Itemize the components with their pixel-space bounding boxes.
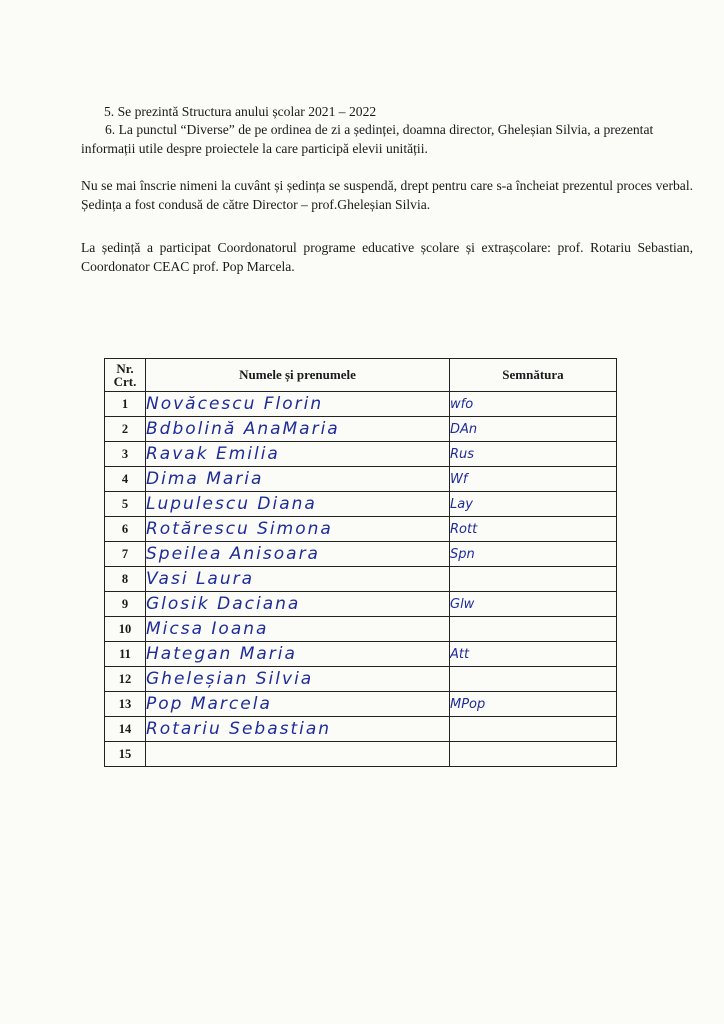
table-row: [105, 417, 617, 442]
row-signature: MPop: [450, 692, 617, 717]
row-number: 4: [105, 467, 146, 492]
agenda-item-6: 6. La punctul “Diverse” de pe ordinea de zi a ședinței, doamna director, Gheleșian Silvia, a prezentat informații utile despre proiectele la care participă elevii unității.: [81, 122, 654, 156]
agenda-item-5: 5. Se prezintă Structura anului școlar 2021 – 2022: [104, 104, 377, 119]
row-number: 5: [105, 492, 146, 517]
attendance-table: [104, 358, 617, 767]
table-row: [105, 617, 617, 642]
row-name: Vasi Laura: [146, 567, 450, 592]
row-name: Speilea Anisoara: [146, 542, 450, 567]
row-name: Rotărescu Simona: [146, 517, 450, 542]
row-number: 10: [105, 617, 146, 642]
row-number: 2: [105, 417, 146, 442]
row-name: Novăcescu Florin: [146, 392, 450, 417]
table-row: [105, 542, 617, 567]
row-number: 7: [105, 542, 146, 567]
row-name: [146, 742, 450, 767]
table-row: [105, 567, 617, 592]
header-nr: Nr. Crt.: [105, 359, 146, 392]
row-number: 14: [105, 717, 146, 742]
participants-paragraph: La ședință a participat Coordonatorul programe educative școlare și extrașcolare: prof. Rotariu Sebastian, Coordonator CEAC prof. Pop Marcela.: [81, 240, 693, 274]
row-name: Lupulescu Diana: [146, 492, 450, 517]
table-row: [105, 467, 617, 492]
row-signature: Spn: [450, 542, 617, 567]
table-row: [105, 692, 617, 717]
row-name: Pop Marcela: [146, 692, 450, 717]
row-number: 1: [105, 392, 146, 417]
table-row: [105, 442, 617, 467]
row-signature: Lay: [450, 492, 617, 517]
row-number: 8: [105, 567, 146, 592]
row-signature: DAn: [450, 417, 617, 442]
row-signature: [450, 617, 617, 642]
row-number: 9: [105, 592, 146, 617]
row-signature: [450, 567, 617, 592]
closing-paragraph: Nu se mai înscrie nimeni la cuvânt și ședința se suspendă, drept pentru care s-a încheiat prezentul proces verbal. Ședința a fost condusă de către Director – prof.Gheleșian Silvia.: [81, 178, 693, 212]
table-header-row: [105, 359, 617, 392]
row-name: Ravak Emilia: [146, 442, 450, 467]
row-number: 3: [105, 442, 146, 467]
row-name: Rotariu Sebastian: [146, 717, 450, 742]
table-row: [105, 592, 617, 617]
row-number: 11: [105, 642, 146, 667]
table-row: [105, 392, 617, 417]
header-signature: Semnătura: [450, 359, 617, 392]
row-signature: wfo: [450, 392, 617, 417]
row-signature: [450, 742, 617, 767]
row-signature: Att: [450, 642, 617, 667]
row-name: Gheleșian Silvia: [146, 667, 450, 692]
row-name: Hategan Maria: [146, 642, 450, 667]
table-row: [105, 667, 617, 692]
row-name: Dima Maria: [146, 467, 450, 492]
row-number: 15: [105, 742, 146, 767]
table-row: [105, 717, 617, 742]
row-signature: Rott: [450, 517, 617, 542]
row-number: 13: [105, 692, 146, 717]
row-signature: Wf: [450, 467, 617, 492]
table-row: [105, 642, 617, 667]
row-signature: [450, 667, 617, 692]
table-row: [105, 517, 617, 542]
row-name: Bdbolină AnaMaria: [146, 417, 450, 442]
row-number: 6: [105, 517, 146, 542]
row-name: Micsa Ioana: [146, 617, 450, 642]
table-row: [105, 492, 617, 517]
row-number: 12: [105, 667, 146, 692]
row-name: Glosik Daciana: [146, 592, 450, 617]
table-row: [105, 742, 617, 767]
row-signature: Rus: [450, 442, 617, 467]
row-signature: [450, 717, 617, 742]
header-name: Numele și prenumele: [146, 359, 450, 392]
row-signature: Glw: [450, 592, 617, 617]
